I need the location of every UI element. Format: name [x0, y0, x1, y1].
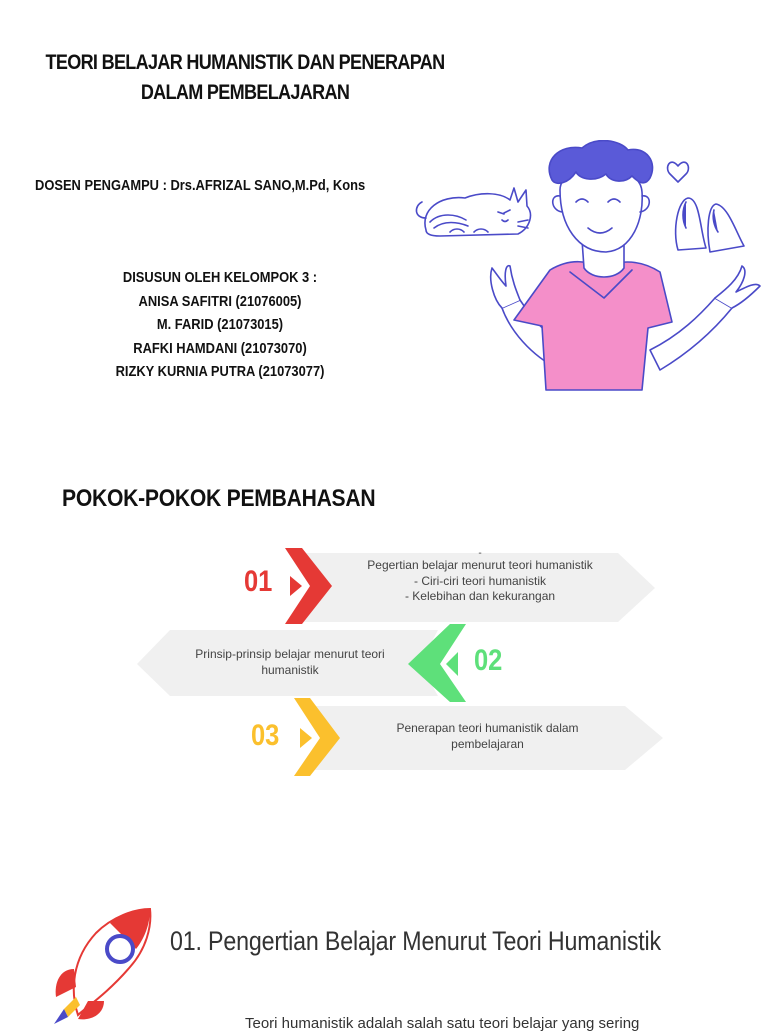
body-text: Teori humanistik adalah salah satu teori belajar yang sering — [245, 1015, 640, 1032]
author-name: M. FARID (21073015) — [156, 316, 284, 333]
title-line-1: TEORI BELAJAR HUMANISTIK DAN PENERAPAN — [45, 51, 445, 74]
step-3-number: 03 — [251, 719, 280, 752]
authors-heading: DISUSUN OLEH KELOMPOK 3 : — [122, 269, 318, 286]
document-title — [34, 48, 455, 108]
step-2-text: Prinsip-prinsip belajar menurut teori humanistik — [195, 647, 385, 677]
heart-icon — [668, 162, 689, 182]
step-1-text: - Pegertian belajar menurut teori humanistik - Ciri-ciri teori humanistik - Kelebihan dan kekurangan — [367, 548, 593, 603]
authors-block — [82, 266, 357, 384]
flippers-icon — [676, 198, 744, 252]
author-name: RAFKI HAMDANI (21073070) — [133, 339, 307, 357]
lecturer-line: DOSEN PENGAMPU : Drs.AFRIZAL SANO,M.Pd, Kons — [35, 177, 366, 194]
step-1-number: 01 — [244, 565, 273, 598]
step-2-number: 02 — [474, 644, 503, 677]
title-line-2: DALAM PEMBELAJARAN — [140, 81, 350, 104]
section-heading: 01. Pengertian Belajar Menurut Teori Humanistik — [170, 926, 661, 956]
author-name: RIZKY KURNIA PUTRA (21073077) — [115, 363, 325, 380]
cat-icon — [416, 188, 530, 236]
step-3-text: Penerapan teori humanistik dalam pembelajaran — [396, 721, 579, 751]
author-name: ANISA SAFITRI (21076005) — [138, 292, 302, 310]
person-with-cat-illustration — [410, 140, 768, 395]
rocket-icon — [50, 905, 160, 1024]
topics-heading: POKOK-POKOK PEMBAHASAN — [62, 485, 376, 512]
